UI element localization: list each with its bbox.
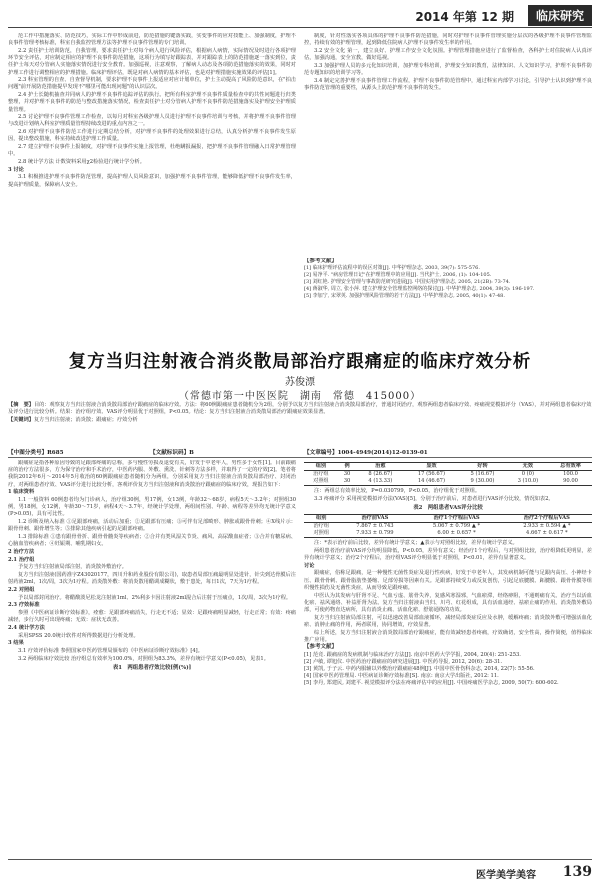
table-cell: 治疗组	[313, 523, 330, 530]
table-cell: 90.00	[563, 478, 578, 484]
article-author: 苏俊漂	[285, 377, 315, 388]
table-cell: 14 (46.67)	[417, 478, 445, 484]
table-cell: 8 (26.67)	[368, 471, 393, 477]
abstract-text: 目的：观察复方当归注射液合消炎散局部治疗跟痛症的临床疗效。方法：将60例跟痛症患者随机分为2组，分别予以复方当归注射液合消炎散局部治疗，普通封闭治疗，观察两组患者临床疗效、疼痛视觉模拟评分（VAS），并对两组患者临床疗效及评分进行比较分析。结果：治疗组疗效、VAS评分明显优于对照组，P<0.05。结论：复方当归注射液合消炎散局部治疗跟痛症效果显著。	[8, 402, 592, 416]
article-title: 复方当归注射液合消炎散局部治疗跟痛症的临床疗效分析	[68, 352, 532, 372]
table-cell: 17 (56.67)	[417, 471, 445, 477]
body-heading: 2 治疗方法	[8, 548, 35, 555]
document-code: 【文献标识码】B	[150, 450, 194, 456]
article-left-column	[8, 460, 296, 848]
table-cell: 治疗组	[313, 471, 329, 477]
table-row	[304, 478, 592, 486]
body-paragraph: 予以局部封闭治疗。将醋酸泼尼松龙注射液1ml、2%利多卡因注射液2ml混合后注射于压痛点，1次/周，3次为1疗程。	[18, 594, 292, 601]
prev-paragraph: 制度，针对性落实各项具体的护理不良事件防范措施，同时对护理不良事件管理实施分层次的各级护理不良事件管理监控，持续有效的护理管理，起到降低住院病人护理不良事件发生率的作用。	[304, 33, 592, 47]
abstract-label: 【摘 要】	[8, 402, 34, 408]
table-cell: 100.0	[563, 471, 578, 477]
table2-vas	[304, 514, 592, 538]
reference-item: [5] 李丹, 郑建民, 刘建平. 视觉模拟评分法在疼痛评估中的应用[J]. 中国疼痛医学杂志, 2009, 50(7): 600-602.	[304, 680, 559, 687]
prev-article-right-column	[304, 33, 592, 255]
prev-paragraph: 2.3 科室管理的自查、自查督导机制，要求护理不良事件上报适应对应计划单位，护士主动提高了风险防范意识，在"拍击问题"前开展防范措施提早发现不"哪里可能出现问题"的认识层次。	[8, 77, 296, 91]
section-tag: 临床研究	[528, 5, 592, 26]
reference-item: [1] 范竞. 跟痛症的发病机制与临床治疗方法[J]. 南京中医药大学学报, 2004, 20(4): 251-253.	[304, 651, 521, 658]
body-subheading: 2.2 对照组	[8, 586, 35, 593]
body-paragraph: 复方当归注射液局部注射，可以迅速改善局部血液循环，减轻局部炎症反应及水肿，缓解疼痛；消炎散外敷可增强活血化瘀、消肿止痛的作用，两者联用，协同增效，疗效显著。	[304, 614, 592, 628]
reference-item: [4] 国家中医药管理局. 中医病证诊断疗效标准[S]. 南京: 南京大学出版社, 2012: 11.	[304, 673, 499, 680]
table-cell: 5.067 ± 0.799 ▲ *	[432, 523, 481, 530]
body-paragraph: 1.3 排除标准 ①患有跟骨骨折、跟骨骨髓炎等疾病者；②合并有类风湿关节炎、痛风、高尿酸血症者；③合并有糖尿病、心脑血管疾病者；④妊娠期、哺乳期妇女。	[8, 534, 296, 548]
body-subheading: 2.1 治疗组	[8, 556, 35, 563]
references-title: 【参考文献】	[304, 644, 338, 651]
keywords-text: 复方当归注射液；消炎散；跟痛症；疗效分析	[33, 416, 138, 423]
prev-paragraph: 2.7 建立护理不良事件上报制度，对护理不良事件实施上报管理，杜绝瞒报漏报，把护理不良事件管理融入日常护理管理中。	[8, 144, 296, 158]
section-divider	[8, 457, 592, 458]
table-cell: 对照组	[313, 478, 329, 484]
body-paragraph: 跟痛症，俗称足跟痛，是一种慢性无菌性炎症及退行性疾病，好发于中老年人，其发病机制可能与足跟内高压、小神经卡压、跟骨骨刺、跟骨脂肪垫萎缩、足部劳损等因素有关。足跟部持续受力或反复创伤，引起足底腱膜、跖腱膜、跟骨骨膜等组织慢性损伤及无菌性炎症，从而导致足跟疼痛。	[304, 570, 592, 591]
table2-caption: 表2 两组患者VAS评分比较	[413, 504, 483, 511]
table-row	[304, 523, 592, 531]
table-cell: 5 (16.67)	[470, 471, 495, 477]
body-paragraph: 3.1 疗效评价标准 参照国家中医药管理局颁布的《中医病证诊断疗效标准》[4]。	[18, 648, 203, 655]
table-cell: 2.933 ± 0.594 ▲ *	[523, 523, 571, 530]
body-paragraph: 综上所述，复方当归注射液合消炎散局部治疗跟痛症，能有效减轻患者疼痛，疗效确切，安全性高，操作简便，值得临床推广应用。	[304, 629, 592, 643]
prev-paragraph: 3.2 安全文化 第一，建立良好、护理工作安全文化氛围。护理管理措施应进行了监督检查，各科护士对住院病人认真评估，加强沟通，安全宣教，做好巡视。	[304, 47, 592, 62]
abstract-block	[8, 402, 592, 424]
reference-item: [3] 刘红艳. 护理安全管理与事故防范研究进展[J]. 中国实用护理杂志, 2005, 21(2B): 73-74.	[304, 279, 511, 285]
journal-name: 医学美学美容	[476, 870, 536, 881]
body-paragraph: 采用SPSS 20.0统计软件对所得数据进行分析处理。	[18, 632, 139, 639]
body-heading: 讨论	[304, 562, 315, 569]
prev-paragraph: 2.2 责任护士培训防范，自我管理，要求责任护士对每个病人进行风险评估，根据病人病情，实际情况及时进行各项护理环节安全评估，对应制定相应的护理不良事件防范措施，这项行为填写好跟踪表，并对跟踪表上的防范措施逐一落实到位，责任护士每天对分管病人实施落实情况进行安全教育。加强巡视，注意观察，了解病人动态及各项防范措施落实的效果，同时对护理工作进行调整相应的护理措施。临床护理评估，既是对病人病情的基本评估，也是对护理措施实施效果的评估[1]。	[8, 47, 296, 76]
table-cell: 对照组	[313, 530, 330, 537]
body-paragraph: 跟痛症是指各种原因导致的足跟部疼痛的总称，多与慢性劳损及退变有关，好发于中老年人，男性多于女性[1]。目前跟痛症的治疗方法很多，方为保守治疗和手术治疗，中医药内服、外敷、熏洗、针刺等方法多样，并取得了一定的疗效[2]。笔者将我院2012年6月～2014年5月收治的60例跟痛症患者随机分为两组，分别采用复方当归注射液合消炎散局部治疗、封闭治疗，对两组患者疗效、VAS评分进行比较分析，客观评价复方当归注射液和消炎散治疗跟痛症的临床疗效，现报告如下：	[8, 460, 296, 488]
table-cell: 4.667 ± 0.617 *	[526, 530, 568, 537]
keywords-label: 【关键词】	[8, 416, 34, 423]
body-paragraph: 1.2 诊断及纳入标准 ①足跟部疼痛，活动后加重；②足跟部有压痛；③可伴有足部畸形、肿胀或跟骨骨刺；④X线片示：跟骨骨刺、跟骨增生等；⑤排除其他疾病引起的足跟部疼痛。	[8, 519, 296, 533]
reference-item: [4] 蒋淑华, 周立, 张小萍. 建立护理安全管理监控网络的探讨[J]. 中华护理杂志, 2004, 39(3): 196-197.	[304, 286, 535, 292]
table-header: 总有效率	[560, 463, 581, 469]
prev-heading: 3 讨论	[8, 166, 24, 173]
table-cell: 9 (30.00)	[470, 478, 495, 484]
page-footer	[8, 859, 592, 881]
prev-paragraph: 2.6 对护理不良事件防范工作进行定期总结分析，对护理不良事件的处理效果进行总结，认真分析护理不良事件发生原因，提出整改措施，科室持续改进护理工作质量。	[8, 129, 296, 143]
article-references	[304, 644, 592, 687]
prev-paragraph: 3.3 加强护理人员的多元化知识培训，加护理专科培训，护理安全知识教育，法律知识、人文知识学习，护理不良事件防范专题知识的培训学习等。	[304, 62, 592, 77]
table-header: 无效	[522, 463, 534, 469]
body-paragraph: 1.1 一般资料 60例患者均为门诊病人，治疗组30例，男17例，女13例，年龄32～68岁，病程5天～3.2年；对照组30例，男18例，女12例，年龄30～71岁，病程4天～3.7年，经统计学处理，两组间性别、年龄、病程等差异均无统计学意义(P>0.05)，具有可比性。	[8, 497, 296, 518]
prev-paragraph: 范工作中措施落实、防范技巧，实际工作中形成前进，防范措施的键落实践，实变事件的应对技能上、加强制度，护理不良事件管理考核标准，科室自我监控管理方法等护理不良事件管理的专门培训。	[8, 33, 296, 47]
table-cell: 3 (10.0)	[517, 478, 539, 484]
body-paragraph: 3.3 疼痛评分 采用视觉模拟评分法(VAS)[5]，分别于治疗前后，对患者进行VAS评分比较，情况如表2。	[314, 495, 554, 502]
table-header-row	[304, 463, 592, 471]
table-header-row	[304, 515, 592, 523]
table-note: 注：两组总有效率比较，P=0.030799，P<0.05，治疗组优于对照组。	[314, 488, 481, 494]
table-cell: 6.00 ± 0.657 *	[437, 530, 476, 537]
reference-item: [3] 黄凯, 于子云. 中药内服辅以外敷治疗跟痛症48例[J]. 中国中医骨伤科杂志, 2014, 22(7): 55-56.	[304, 666, 535, 673]
table-header: 治愈	[375, 463, 386, 469]
page-number: 139	[562, 864, 592, 880]
table-header: 组别	[315, 463, 327, 469]
table-cell: 4 (13.33)	[368, 478, 393, 484]
table-cell: 7.867 ± 0.743	[356, 523, 394, 530]
table-row	[304, 471, 592, 479]
body-paragraph: 予复方当归注射液局部注射，消炎散外敷治疗。	[18, 564, 127, 571]
table-row	[304, 530, 592, 538]
clc-number: 【中图分类号】R685	[8, 450, 64, 456]
table-header: 显效	[426, 463, 437, 469]
body-paragraph: 中医认为其发病与肝肾不足、气血亏虚、筋骨失养，复感风寒湿邪，气血瘀滞，经络痹阻，不通则痛有关。治疗当以活血化瘀、祛风通络、补益肝肾为法。复方当归注射液由当归、川芎、红花组成，具有活血通经、祛瘀止痛的作用。消炎散外敷局部，可使药物直达病所，具有消炎止痛、活血化瘀、舒筋通络的功效。	[304, 592, 592, 613]
body-paragraph: 参照《中医病证诊断疗效标准》，痊愈：足跟部疼痛消失，行走无不适；显效：足跟疼痛明显减轻，行走正常；有效：疼痛减轻，步行久时可出现疼痛；无效：症状无改善。	[8, 610, 296, 624]
table-header: 治疗1个疗程后VAS	[433, 515, 480, 522]
body-heading: 1 临床资料	[8, 489, 35, 496]
prev-paragraph: 3.4 制定完善护理不良事件管理工作流程，护理不良事件防范管理中，通过科室内部学习讨论，引导护士认识到护理不良事件防范管理的重要性，从源头上防范护理不良事件的发生。	[304, 77, 592, 91]
article-number: 【文章编号】1004-4949(2014)12-0139-01	[304, 450, 428, 456]
reference-item: [2] 易净平. "病房管理日记"在护理管理中的应用[J]. 当代护士, 2006, (1): 104-105.	[304, 272, 492, 278]
prev-article-left-column	[8, 33, 296, 343]
page-header	[0, 0, 600, 30]
body-paragraph: 复方当归注射液(国药准字Z43020177，四川升和药业股份有限公司)，取患者局部压痛最明显处进针，针尖到达骨膜后注射药液2ml，1次/周，3次为1疗程。消炎散外敷：将消炎散用醋调成糊状，敷于患处，每日1次，7天为1疗程。	[8, 572, 296, 586]
prev-paragraph: 2.8 统计学方法 计数资料采用χ2检验进行统计学分析。	[18, 158, 145, 165]
body-heading: 3 结果	[8, 640, 24, 647]
table-cell: 30	[343, 471, 351, 477]
prev-paragraph: 3.1 积极推进护理不良事件防范管理，提高护理人员风险意识，加强护理不良事件管理，能够降低护理不良事件发生率，提高护理质量，保障病人安全。	[8, 174, 296, 188]
issue-label: 2014 年第 12 期	[415, 10, 514, 24]
article-right-column	[304, 460, 592, 848]
body-paragraph: 两组患者治疗前VAS评分均明显降低，P<0.05，差异有意义；经治疗1个疗程后，与对照组比较，治疗组降低更明显，差异有统计学意义；治疗2个疗程后，治疗组VAS评分明显低于对照组，P<0.01，差异有显著意义。	[304, 547, 592, 562]
table-note: 注：*表示治疗前后比较，差异有统计学意义；▲表示与对照组比较，差异有统计学意义。	[314, 540, 518, 547]
body-subheading: 2.3 疗效标准	[8, 602, 40, 609]
table-header: 治疗2个疗程后VAS	[523, 515, 570, 522]
header-rule	[8, 27, 592, 28]
prev-references	[304, 258, 592, 344]
table-cell: 0 (0)	[521, 471, 534, 477]
body-paragraph: 3.2 两组临床疗效比较 治疗组总有效率为100.0%，对照组为83.3%，差异有统计学意义(P<0.05)，见表1。	[18, 655, 269, 662]
prev-paragraph: 2.4 护士长随机抽查并同病人的护理不良事件追踪评估的执行。把所有科室护理不良事件质量检查中的共性问题进行归类整理，并对护理不良事件的防范与整改措施落实情况，检查责任护士对分管病人护理不良事件防范措施落实及护理安全护理质量管理。	[8, 92, 296, 113]
article-affiliation: （常德市第一中医医院 湖南 常德 415000）	[178, 391, 422, 402]
table-cell: 7.933 ± 0.799	[356, 530, 394, 537]
prev-paragraph: 2.5 讨论护理不良事件管理工作检查，以每月对科室各级护理人员进行护理不良事件培训与考核，并将护理不良事件管理与改进计划纳入科室护理质量管理持续改进的重点内容之一。	[8, 114, 296, 128]
reference-item: [5] 李加宁, 宋翠英. 加强护理风险管理的若干方法[J]. 中华护理杂志, 2005, 40(1): 47-48.	[304, 293, 505, 299]
table1-caption: 表1 两组患者疗效比较[例(%)]	[112, 664, 192, 671]
body-subheading: 2.4 统计学方法	[8, 624, 45, 631]
table-header: 例	[344, 463, 350, 469]
table-header: 组别	[316, 515, 327, 522]
table-header: 好转	[477, 463, 488, 469]
table1-efficacy	[304, 462, 592, 486]
reference-item: [2] 卢敏, 谭旭仪. 中医药治疗跟痛症的研究进展[J]. 中医药导报, 2012, 20(6): 28-31.	[304, 658, 503, 665]
reference-item: [1] 临床护理评估流程中的误区对策[J]. 中华护理杂志, 2003, 39(7): 575-576.	[304, 265, 480, 271]
prev-references-title: 【参考文献】	[304, 258, 338, 264]
table-header: 治疗前VAS	[361, 515, 389, 522]
table-cell: 30	[343, 478, 351, 484]
